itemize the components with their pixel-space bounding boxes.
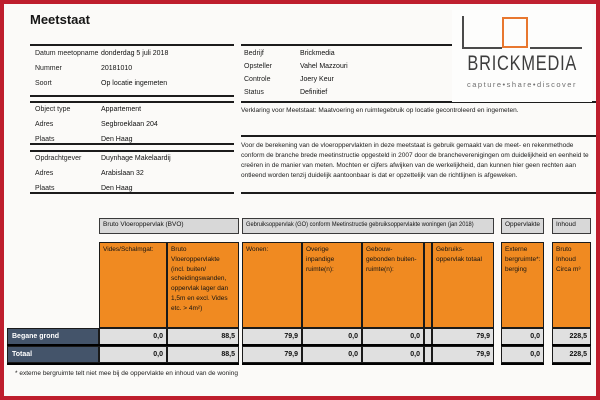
field-value: Joery Keur <box>300 76 334 83</box>
col-header-wonen: Wonen: <box>242 242 302 328</box>
table-bottom-border <box>501 363 544 365</box>
brickmedia-logo <box>452 10 592 102</box>
divider <box>241 44 463 46</box>
field-value: 20181010 <box>101 65 133 72</box>
cell-value: 79,9 <box>242 346 302 363</box>
field-label: Soort <box>35 80 52 87</box>
table-bottom-border <box>552 363 591 365</box>
table-bottom-border <box>242 363 494 365</box>
field-label: Adres <box>35 170 54 177</box>
cell-value: 0,0 <box>99 346 167 363</box>
field-label: Adres <box>35 121 54 128</box>
cell-value: 228,5 <box>552 346 591 363</box>
group-header-go <box>242 218 494 234</box>
cell-value: 79,9 <box>432 328 494 345</box>
logo-right-line <box>530 47 582 49</box>
cell-value: 0,0 <box>362 328 424 345</box>
field-label: Object type <box>35 106 71 113</box>
row-label-totaal: Totaal <box>7 346 99 363</box>
row-label-begane-grond: Begane grond <box>7 328 99 345</box>
cell-value: 0,0 <box>99 328 167 345</box>
field-label: Status <box>244 89 264 96</box>
field-value: Den Haag <box>101 185 133 192</box>
field-label: Bedrijf <box>244 50 264 57</box>
field-value: Duynhage Makelaardij <box>101 155 171 162</box>
group-header-bvo: Bruto Vloeroppervlak (BVO) <box>99 218 239 234</box>
divider <box>241 135 596 137</box>
col-header-vides: Vides/Schalmgat: <box>99 242 167 328</box>
col-header-go-totaal: Gebruiks-oppervlak totaal <box>432 242 494 328</box>
col-header-spacer <box>424 242 432 328</box>
col-header-bruto-vloeroppervlakte: Bruto Vloeroppervlakte (incl. buiten/ scheidingswanden, oppervlak lager dan 1,5m en excl. Vides etc. > 4m²) <box>167 242 239 328</box>
field-label: Nummer <box>35 65 62 72</box>
table-bottom-border <box>7 363 239 365</box>
divider <box>30 95 234 97</box>
divider <box>241 192 596 194</box>
divider <box>30 143 234 145</box>
field-label: Plaats <box>35 136 55 143</box>
field-label: Plaats <box>35 185 55 192</box>
col-header-overige-inpandige: Overige inpandige ruimte(n): <box>302 242 362 328</box>
field-value: Segbroeklaan 204 <box>101 121 158 128</box>
field-value: donderdag 5 juli 2018 <box>101 50 169 57</box>
field-label: Controle <box>244 76 271 83</box>
logo-tagline: capture•share•discover <box>467 80 577 89</box>
logo-square-icon <box>502 17 528 48</box>
cell-value: 79,9 <box>242 328 302 345</box>
group-header-oppervlakte: Oppervlakte <box>501 218 544 234</box>
cell-value: 88,5 <box>167 328 239 345</box>
divider <box>30 192 234 194</box>
cell-value: 88,5 <box>167 346 239 363</box>
divider <box>30 150 234 152</box>
field-value: Vahel Mazzouri <box>300 63 348 70</box>
cell-value: 0,0 <box>362 346 424 363</box>
field-value: Appartement <box>101 106 142 113</box>
logo-wordmark: BRICKMEDIA <box>467 52 578 75</box>
disclaimer-text: Voor de berekening van de vloeroppervlakten in deze meetstaat is gebruik gemaakt van de meet- en rekenmethode conform de branche brede meetinstructie opgesteld in 2007 door de brancheverenigingen om duidelijkheid en eenheid te creëren in de manier van meten. Mochten er cijfers afwijken van de werkelijkheid, dan kunnen hier geen rechten aan ontleend worden tenzij duidelijk aantoonbaar is dat er opzettelijk van de richtlijnen is afgeweken. <box>241 142 589 180</box>
cell-value: 228,5 <box>552 328 591 345</box>
cell-spacer <box>424 346 432 363</box>
field-value: Den Haag <box>101 136 133 143</box>
cell-value: 0,0 <box>302 328 362 345</box>
field-value: Arabislaan 32 <box>101 170 144 177</box>
logo-tick-line <box>462 16 464 49</box>
field-value: Brickmedia <box>300 50 335 57</box>
field-label: Opdrachtgever <box>35 155 82 162</box>
col-header-bruto-inhoud: Bruto Inhoud Circa m³ <box>552 242 591 328</box>
cell-value: 0,0 <box>501 346 544 363</box>
col-header-externe-bergruimte: Externe bergruimte*: berging <box>501 242 544 328</box>
field-value: Op locatie ingemeten <box>101 80 168 87</box>
cell-value: 0,0 <box>501 328 544 345</box>
cell-value: 0,0 <box>302 346 362 363</box>
group-header-go-text: Gebruiksoppervlak (GO) conform Meetinstructie gebruiksoppervlakte woningen (jan 2018) <box>246 221 474 228</box>
page-title: Meetstaat <box>30 12 90 27</box>
col-header-gebouwgebonden: Gebouw-gebonden buiten-ruimte(n): <box>362 242 424 328</box>
field-value: Definitief <box>300 89 328 96</box>
divider <box>30 44 234 46</box>
divider <box>30 101 234 103</box>
group-header-inhoud: Inhoud <box>552 218 591 234</box>
logo-left-line <box>462 47 502 49</box>
field-label: Datum meetopname <box>35 50 99 57</box>
field-label: Opsteller <box>244 63 273 70</box>
verklaring-text: Verklaring voor Meetstaat: Maatvoering en ruimtegebruik op locatie gecontroleerd en ingemeten. <box>241 107 519 114</box>
table-footnote: * externe bergruimte telt niet mee bij de oppervlakte en inhoud van de woning <box>15 370 238 377</box>
cell-spacer <box>424 328 432 345</box>
cell-value: 79,9 <box>432 346 494 363</box>
